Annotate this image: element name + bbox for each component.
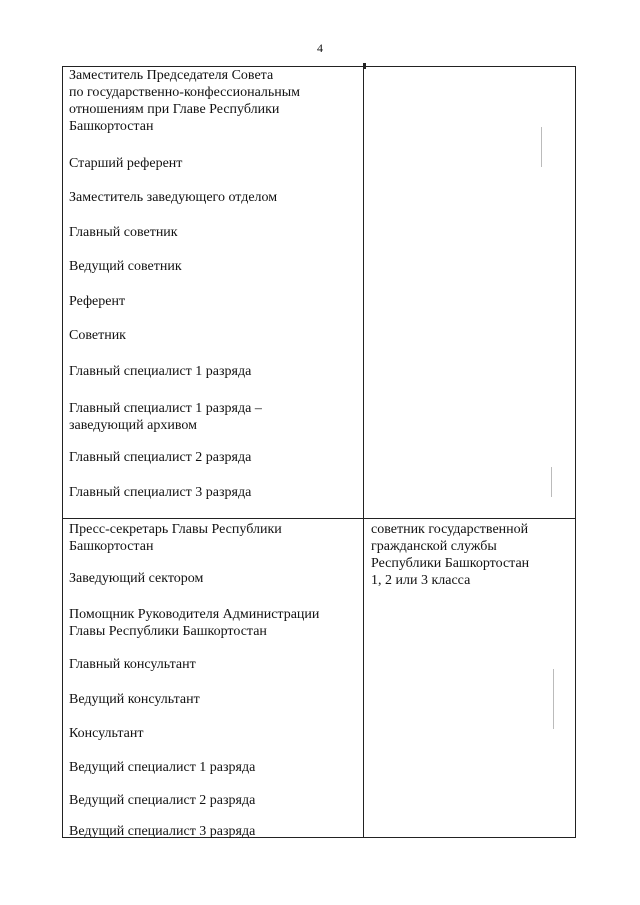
position-entry [69, 725, 144, 742]
position-line: Ведущий советник [69, 259, 182, 274]
position-line: Заместитель заведующего отделом [69, 190, 278, 205]
table-row-section-2 [63, 519, 575, 837]
position-entry [69, 400, 262, 434]
position-line: Заместитель Председателя Совета [69, 68, 274, 83]
position-entry [69, 521, 282, 555]
position-line: Главный специалист 1 разряда [69, 364, 252, 379]
position-line: Ведущий специалист 2 разряда [69, 793, 256, 808]
position-entry [69, 363, 251, 380]
position-line: заведующий архивом [69, 418, 197, 433]
page-number: 4 [317, 41, 323, 55]
position-entry [69, 258, 182, 275]
rank-line: Республики Башкортостан [371, 556, 530, 571]
rank-line: 1, 2 или 3 класса [371, 573, 471, 588]
scan-artifact [541, 127, 542, 167]
position-line: Башкортостан [69, 539, 154, 554]
position-entry [69, 691, 200, 708]
position-entry [69, 570, 203, 587]
position-line: Главный консультант [69, 657, 196, 672]
position-entry [69, 823, 255, 840]
position-line: Заведующий сектором [69, 571, 204, 586]
position-entry [69, 189, 277, 206]
position-line: Главный специалист 1 разряда – [69, 401, 262, 416]
position-entry [69, 656, 196, 673]
position-line: Главный советник [69, 225, 178, 240]
rank-line: советник государственной [371, 522, 529, 537]
rank-entry [371, 521, 529, 589]
position-entry [69, 224, 178, 241]
position-entry [69, 484, 251, 501]
position-entry [69, 327, 126, 344]
position-line: по государственно-конфессиональным [69, 85, 301, 100]
table-row-section-1 [63, 67, 575, 519]
position-line: Главный специалист 2 разряда [69, 450, 252, 465]
position-entry [69, 67, 300, 135]
position-line: Ведущий специалист 1 разряда [69, 760, 256, 775]
position-line: Помощник Руководителя Администрации [69, 607, 320, 622]
position-line: Старший референт [69, 156, 183, 171]
position-line: Ведущий специалист 3 разряда [69, 824, 256, 839]
position-line: Ведущий консультант [69, 692, 200, 707]
position-entry [69, 293, 125, 310]
position-line: Главы Республики Башкортостан [69, 624, 267, 639]
position-entry [69, 606, 319, 640]
positions-table [62, 66, 576, 838]
position-line: Референт [69, 294, 126, 309]
rank-line: гражданской службы [371, 539, 497, 554]
column-divider [363, 67, 364, 518]
position-line: Башкортостан [69, 119, 154, 134]
scan-artifact [553, 669, 554, 729]
scan-artifact [551, 467, 552, 497]
position-entry [69, 155, 182, 172]
position-line: Главный специалист 3 разряда [69, 485, 252, 500]
position-entry [69, 759, 255, 776]
position-line: отношениям при Главе Республики [69, 102, 280, 117]
column-divider [363, 519, 364, 837]
position-entry [69, 792, 255, 809]
position-line: Пресс-секретарь Главы Республики [69, 522, 282, 537]
position-line: Советник [69, 328, 126, 343]
position-line: Консультант [69, 726, 144, 741]
position-entry [69, 449, 251, 466]
